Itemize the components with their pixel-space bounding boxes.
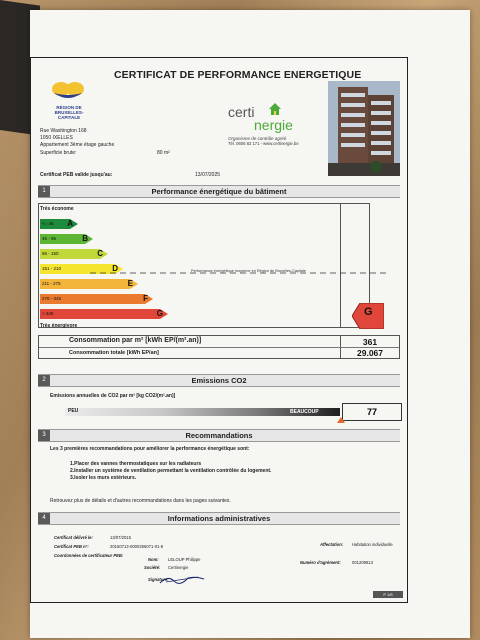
energy-class-range: 46 - 95: [42, 236, 57, 241]
energy-class-letter: G: [156, 309, 163, 318]
section-number: 1: [38, 186, 50, 197]
energy-class-range: > 345: [42, 311, 54, 316]
rating-letter: G: [364, 306, 373, 318]
scale-top-label: Très économe: [40, 206, 74, 212]
validity-date: 13/07/2025: [195, 172, 221, 178]
peb-number-label: Certificat PEB n°:: [54, 544, 89, 549]
certifier-name-value: LELOUP Philippe: [168, 557, 201, 562]
energy-class-range: 96 - 150: [42, 251, 59, 256]
section-header-co2: [38, 374, 400, 387]
building-address: [40, 128, 114, 149]
recommendation-item: 2.Installer un système de ventilation permettant la ventilation contrôlée du logement.: [70, 468, 272, 474]
energy-class-range: 276 - 345: [42, 296, 62, 301]
energy-certificate: [30, 57, 408, 603]
consumption-table: [38, 335, 400, 359]
approval-number-value: 001209813: [352, 560, 373, 565]
section-number: 3: [38, 430, 50, 441]
energy-class-bar: [40, 249, 108, 259]
certifier-company-label: Société:: [144, 565, 161, 570]
section-header-performance: [38, 185, 400, 198]
energy-class-bar: [40, 234, 93, 244]
section-header-recommendations: [38, 429, 400, 442]
logo-word-certi: certi: [228, 104, 255, 120]
surface-label: Superficie brute:: [40, 150, 77, 156]
issued-value: 13/07/2015: [110, 535, 131, 540]
section-number: 2: [38, 375, 50, 386]
assignment-label: Affectation:: [320, 542, 344, 547]
brussels-iris-logo-icon: [50, 79, 86, 99]
signature-label: Signature:: [148, 577, 169, 582]
total-consumption-label: Consommation totale [kWh EP/an]: [69, 350, 159, 356]
logo-word-nergie: nergie: [254, 117, 293, 133]
address-street: Rue Washington 168: [40, 128, 87, 134]
handwritten-signature: [158, 573, 206, 585]
section-title: Informations administratives: [167, 514, 271, 523]
scale-bottom-label: Très énergivore: [40, 323, 78, 329]
energy-class-bar: [40, 279, 138, 289]
consumption-per-m2-label: Consommation par m² [kWh EP/(m².an)]: [69, 337, 202, 344]
surface-value: 80 m²: [157, 150, 170, 156]
recommendation-item: 1.Placer des vannes thermostatiques sur les radiateurs: [70, 461, 202, 467]
energy-class-letter: C: [97, 249, 103, 258]
co2-marker-icon: [337, 417, 345, 423]
certifier-company-value: Certinergie: [168, 565, 189, 570]
address-city: 1050 IXELLES: [40, 135, 73, 141]
energy-class-bar: [40, 309, 168, 319]
certifier-name-label: Nom:: [148, 557, 159, 562]
section-title: Emissions CO2: [191, 376, 247, 385]
energy-class-letter: F: [143, 294, 148, 303]
region-label: RÉGION DE BRUXELLES-CAPITALE: [54, 105, 84, 120]
energy-class-bar: [40, 294, 153, 304]
recommendations-more: Retrouvez plus de détails et d'autres recommandations dans les pages suivantes.: [50, 498, 231, 504]
recommendation-item: 3.Isoler les murs extérieurs.: [70, 475, 137, 481]
energy-class-letter: E: [127, 279, 133, 288]
approval-number-label: Numéro d'agrément:: [300, 560, 341, 565]
co2-low-label: PEU: [68, 408, 79, 414]
co2-value: 77: [342, 403, 402, 421]
certifier-contact: Tél. 0606 82 171 - www.certinergie.be: [228, 141, 299, 146]
energy-class-range: 151 - 210: [42, 266, 62, 271]
issued-label: Certificat délivré le:: [54, 535, 93, 540]
certificate-title: CERTIFICAT DE PERFORMANCE ENERGETIQUE: [114, 69, 362, 81]
average-performance-label: Performance énergétique moyenne en Région de Bruxelles-Capitale: [191, 269, 307, 273]
energy-class-arrow: [40, 309, 168, 319]
total-consumption-value: 29.067: [357, 348, 383, 358]
section-title: Performance énergétique du bâtiment: [151, 187, 287, 196]
section-title: Recommandations: [185, 431, 253, 440]
certifier-coords-label: Coordonnées de certificateur PEB:: [54, 553, 124, 558]
address-unit: Appartement 3ème étage gauche: [40, 142, 115, 148]
recommendations-intro: Les 3 premières recommandations pour améliorer la performance énergétique sont:: [50, 446, 250, 452]
section-number: 4: [38, 513, 50, 524]
energy-class-letter: D: [112, 264, 118, 273]
energy-class-range: 211 - 275: [42, 281, 61, 286]
co2-high-label: BEAUCOUP: [290, 409, 319, 415]
section-header-admin: [38, 512, 400, 525]
house-icon: [267, 102, 283, 116]
energy-class-letter: B: [82, 234, 88, 243]
building-photo: [328, 81, 400, 176]
assignment-value: Habitation individuelle: [352, 542, 393, 547]
consumption-per-m2-value: 361: [362, 337, 378, 347]
peb-number-value: 20150713-0000256071-01-8: [110, 544, 164, 549]
co2-emissions-label: Emissions annuelles de CO2 par m² [kg CO2/(m².an)]: [50, 393, 176, 399]
energy-class-letter: A: [67, 219, 73, 228]
validity-label: Certificat PEB valide jusqu'au:: [40, 172, 113, 178]
energy-class-range: <= 45: [42, 221, 54, 226]
logo-tagline: Organisme de contrôle agréé: [228, 136, 287, 141]
energy-class-bar: [40, 219, 78, 229]
page-number: P 1/8: [373, 591, 403, 598]
